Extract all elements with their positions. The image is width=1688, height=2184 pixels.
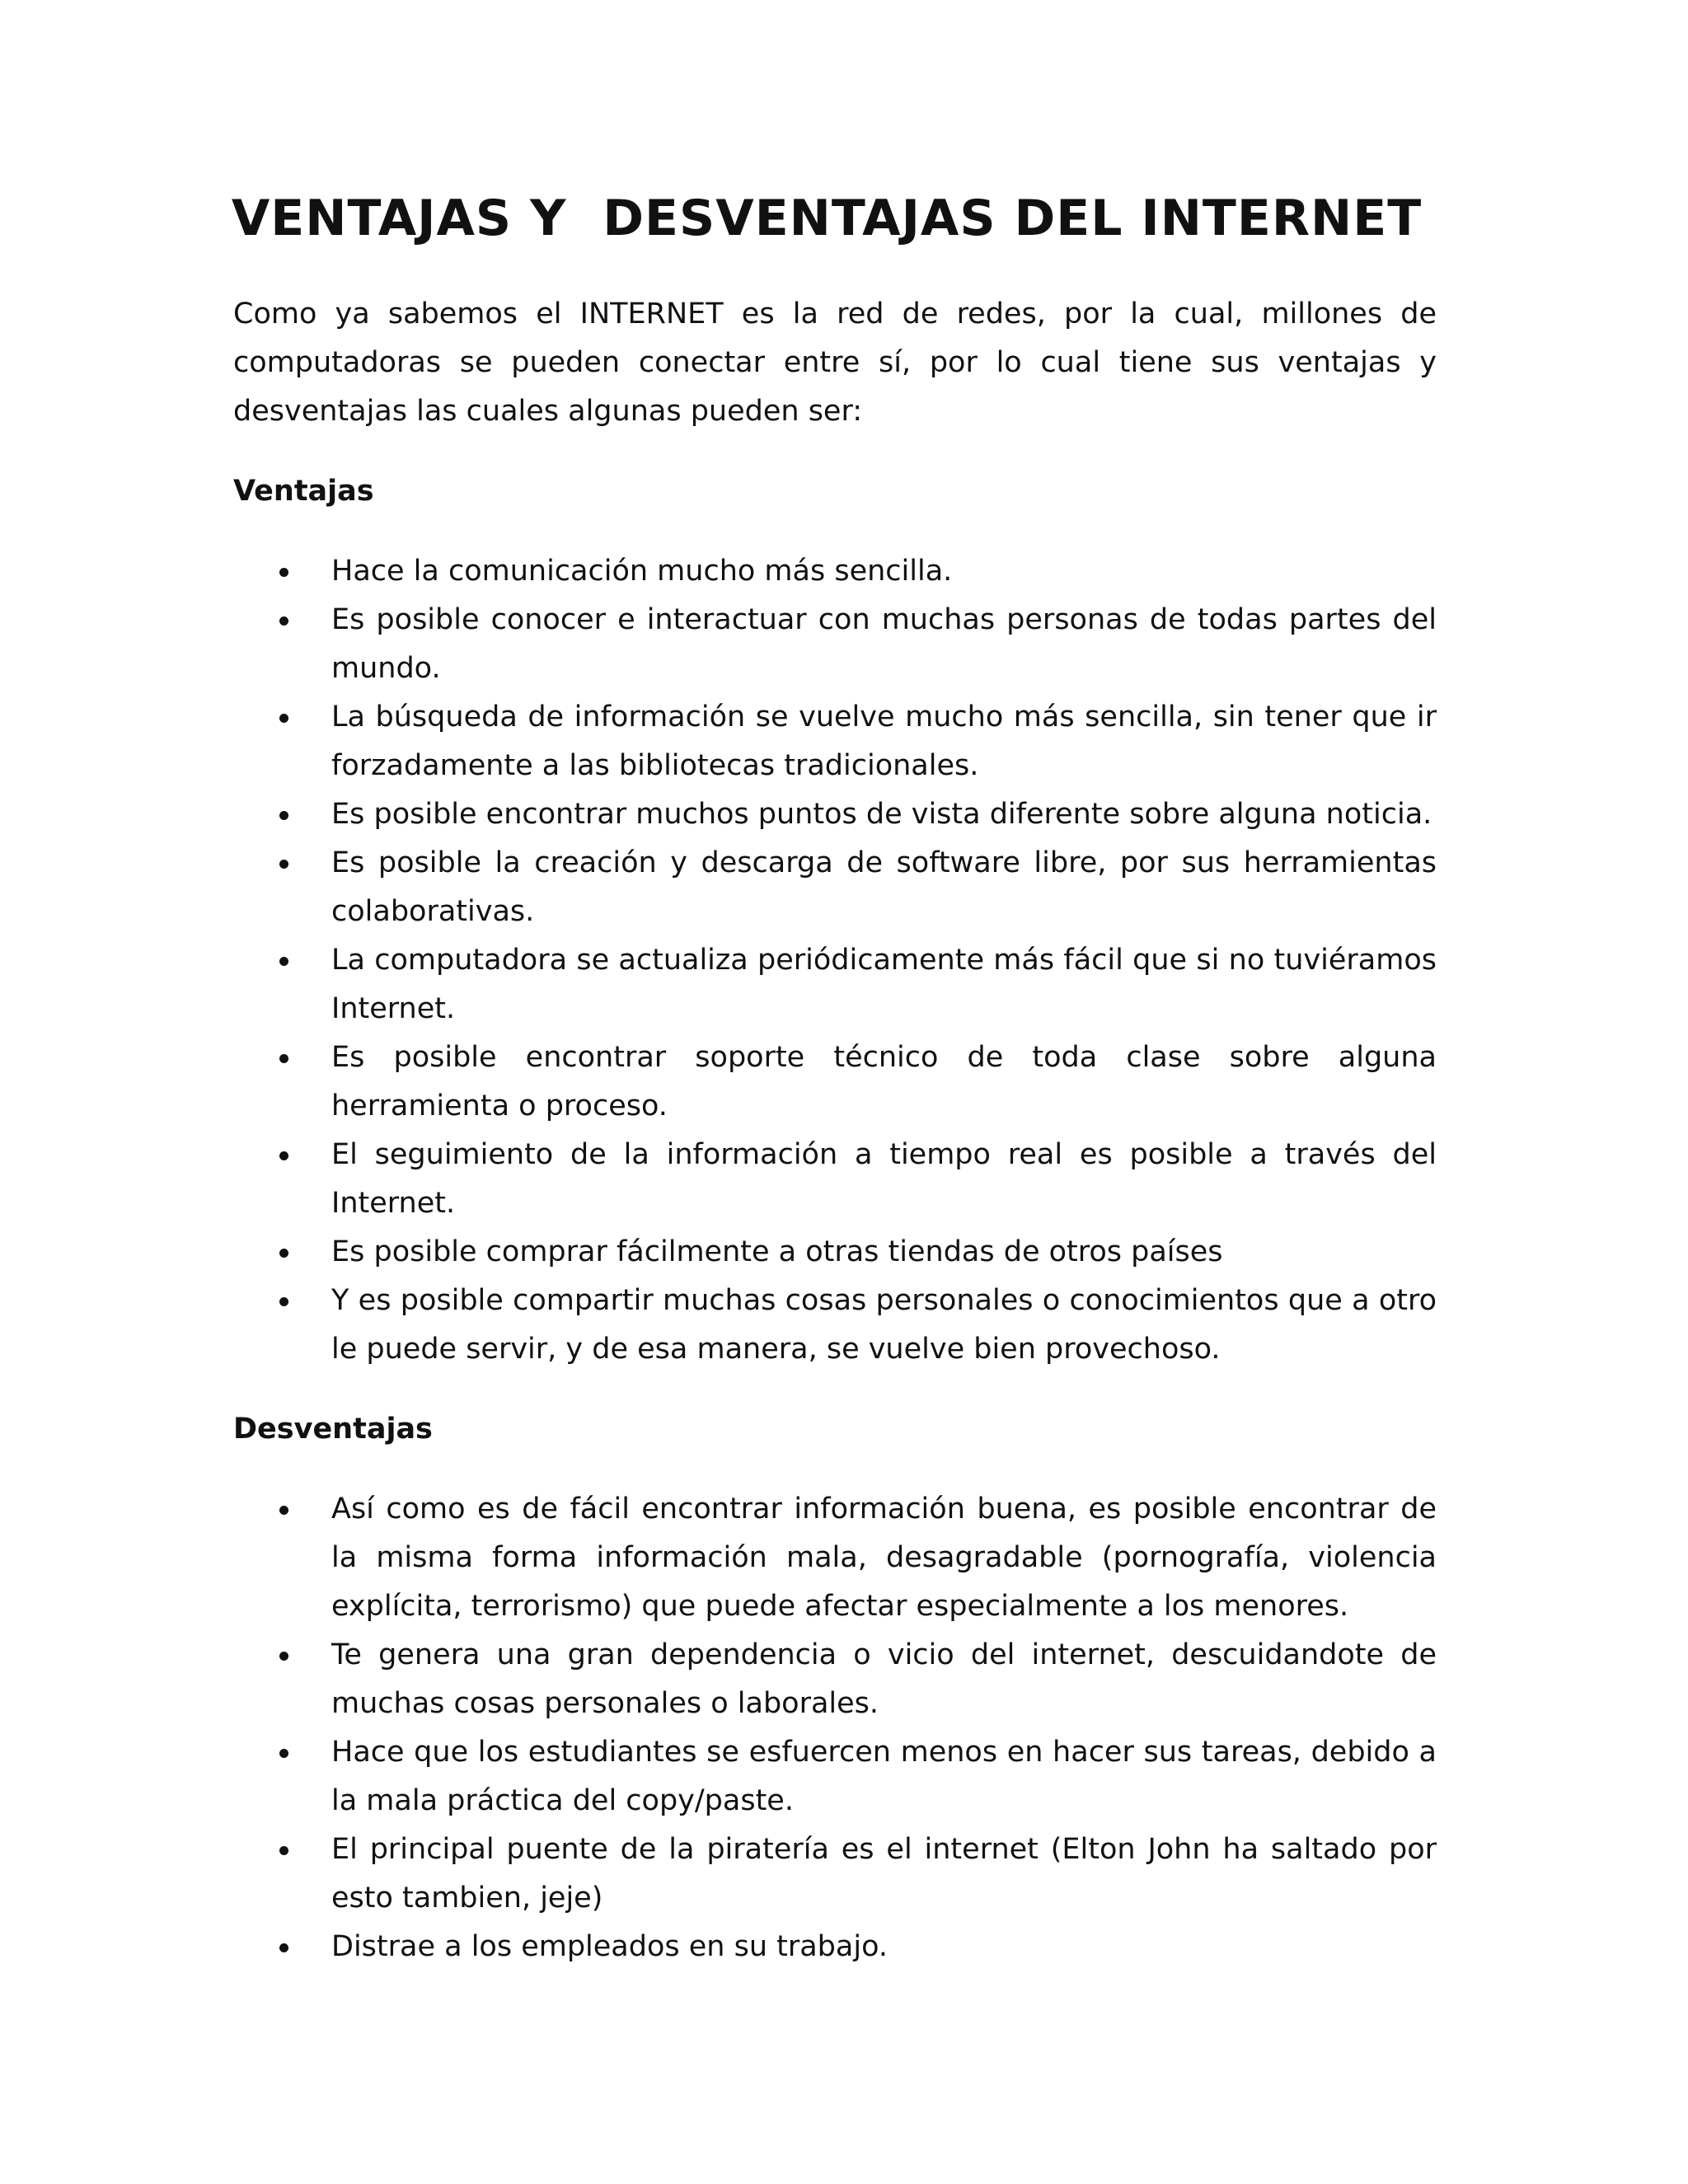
list-item — [233, 596, 1437, 693]
list-item-text: Es posible conocer e interactuar con muchas personas de todas partes del mundo. — [331, 603, 1437, 685]
bullet-icon — [279, 1652, 288, 1661]
bullet-icon — [279, 1054, 288, 1063]
list-item-text: La computadora se actualiza periódicamente más fácil que si no tuviéramos Internet. — [331, 944, 1437, 1025]
bullet-icon — [279, 1506, 288, 1515]
list-item-text: Es posible la creación y descarga de software libre, por sus herramientas colaborativas. — [331, 846, 1437, 928]
desventajas-list — [233, 1485, 1437, 1971]
list-item — [233, 1631, 1437, 1728]
list-item-text: El seguimiento de la información a tiempo real es posible a través del Internet. — [331, 1138, 1437, 1220]
list-item-text: La búsqueda de información se vuelve mucho más sencilla, sin tener que ir forzadamente a las bibliotecas tradicionales. — [331, 701, 1437, 782]
bullet-icon — [279, 811, 288, 820]
intro-paragraph: Como ya sabemos el INTERNET es la red de redes, por la cual, millones de computadoras se pueden conectar entre sí, por lo cual tiene sus ventajas y desventajas las cuales algunas pueden ser: — [233, 298, 1437, 428]
list-item — [233, 1277, 1437, 1374]
list-item-text: Y es posible compartir muchas cosas personales o conocimientos que a otro le puede servir, y de esa manera, se vuelve bien provechoso. — [331, 1284, 1437, 1366]
list-item-text: Es posible comprar fácilmente a otras tiendas de otros países — [331, 1235, 1223, 1268]
bullet-icon — [279, 1249, 288, 1258]
bullet-icon — [279, 860, 288, 869]
list-item-text: Hace la comunicación mucho más sencilla. — [331, 555, 953, 588]
list-item — [233, 1228, 1437, 1277]
list-item-text: Te genera una gran dependencia o vicio del internet, descuidandote de muchas cosas personales o laborales. — [331, 1638, 1437, 1720]
bullet-icon — [279, 714, 288, 723]
bullet-icon — [279, 1151, 288, 1160]
bullet-icon — [279, 1749, 288, 1758]
bullet-icon — [279, 1943, 288, 1952]
list-item — [233, 1033, 1437, 1131]
list-item-text: Distrae a los empleados en su trabajo. — [331, 1930, 888, 1963]
list-item-text: Es posible encontrar muchos puntos de vista diferente sobre alguna noticia. — [331, 798, 1432, 831]
list-item-text: Es posible encontrar soporte técnico de toda clase sobre alguna herramienta o proceso. — [331, 1041, 1437, 1122]
page-title: VENTAJAS Y DESVENTAJAS DEL INTERNET — [231, 190, 1423, 247]
bullet-icon — [279, 957, 288, 966]
list-item — [233, 1131, 1437, 1228]
bullet-icon — [279, 1846, 288, 1855]
list-item — [233, 839, 1437, 936]
list-item — [233, 1485, 1437, 1631]
desventajas-heading: Desventajas — [233, 1413, 433, 1446]
ventajas-heading: Ventajas — [233, 475, 374, 508]
list-item — [233, 1825, 1437, 1923]
document-page — [233, 190, 1437, 2003]
list-item-text: El principal puente de la piratería es el internet (Elton John ha saltado por esto tambien, jeje) — [331, 1833, 1437, 1915]
list-item — [233, 1728, 1437, 1825]
bullet-icon — [279, 616, 288, 626]
bullet-icon — [279, 568, 288, 577]
list-item — [233, 693, 1437, 790]
list-item — [233, 1923, 1437, 1971]
list-item-text: Hace que los estudiantes se esfuercen menos en hacer sus tareas, debido a la mala práctica del copy/paste. — [331, 1736, 1437, 1817]
ventajas-list — [233, 547, 1437, 1374]
list-item — [233, 547, 1437, 596]
list-item — [233, 936, 1437, 1033]
list-item — [233, 790, 1437, 839]
bullet-icon — [279, 1297, 288, 1306]
list-item-text: Así como es de fácil encontrar información buena, es posible encontrar de la misma forma información mala, desagradable (pornografía, violencia explícita, terrorismo) que puede afectar especialmente a los menores. — [331, 1493, 1437, 1623]
